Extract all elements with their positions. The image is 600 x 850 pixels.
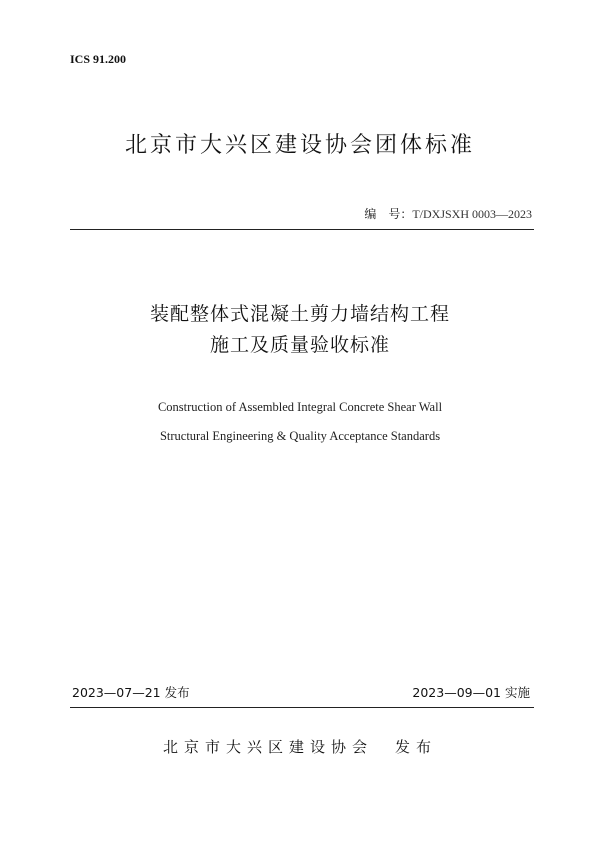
- issue-date: 2023—07—21 发布: [72, 685, 190, 700]
- standard-number-label: 编 号：: [364, 207, 413, 221]
- english-title-line-1: Construction of Assembled Integral Concrete Shear Wall: [157, 400, 443, 414]
- standard-number-value: T/DXJSXH 0003—2023: [412, 207, 532, 221]
- implementation-date: 2023—09—01 实施: [412, 685, 530, 700]
- publisher-line: [0, 736, 600, 757]
- publisher-name: 北京市大兴区建设协会: [162, 738, 373, 756]
- bottom-divider: [70, 707, 534, 708]
- chinese-title-line-2: 施工及质量验收标准: [209, 334, 390, 356]
- publisher-action: 发布: [395, 738, 438, 756]
- english-title-line-2: Structural Engineering & Quality Acceptance Standards: [159, 429, 441, 443]
- chinese-title-line-1: 装配整体式混凝土剪力墙结构工程: [149, 303, 450, 325]
- organization-standard-title: 北京市大兴区建设协会团体标准: [124, 133, 475, 158]
- ics-code: ICS 91.200: [70, 52, 127, 66]
- top-divider: [70, 229, 534, 230]
- standard-number: [364, 205, 532, 222]
